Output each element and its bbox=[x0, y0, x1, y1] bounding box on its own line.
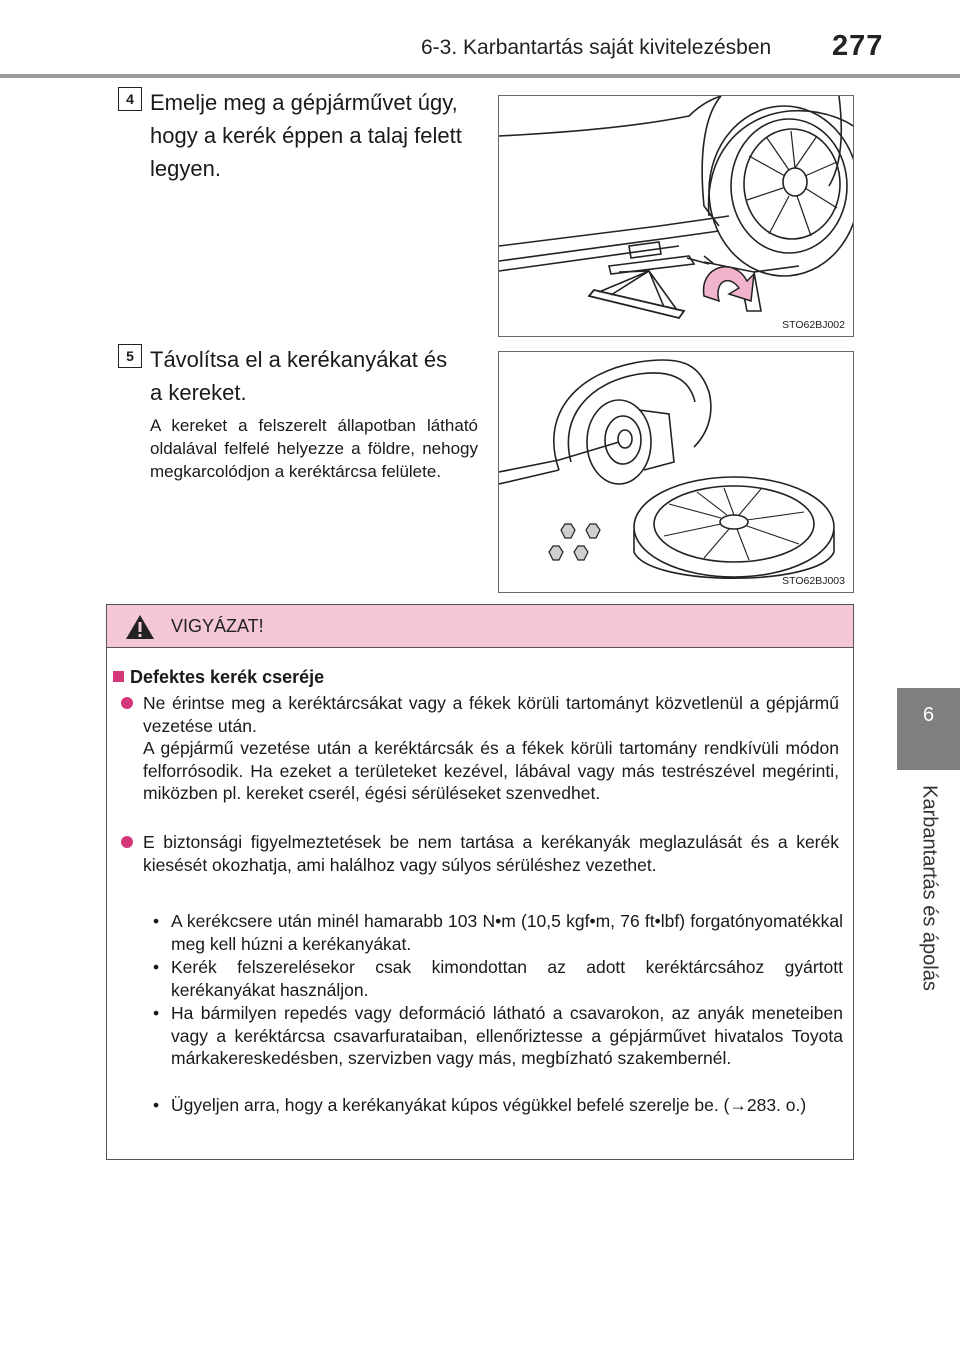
sub-bullet-glyph: • bbox=[153, 1003, 160, 1023]
chapter-tab-number: 6 bbox=[897, 688, 960, 770]
wheel-removed-illustration bbox=[498, 351, 854, 593]
warning-header bbox=[107, 605, 853, 648]
page-number: 277 bbox=[832, 30, 884, 62]
step-5-title bbox=[150, 343, 490, 409]
warning-section-title-text: Defektes kerék cseréje bbox=[130, 667, 325, 687]
figure-code: STO62BJ002 bbox=[782, 319, 845, 331]
warning-bullet-text: A gépjármű vezetése után a keréktárcsák és a fékek körüli tartomány rendkívüli módon felforrósodik. Ha ezeket a területeket kezével, lábával vagy más testrészével megérinti, miközben pl. kereket cserél, égési sérüléseket szenvedhet. bbox=[143, 738, 839, 803]
step-5-description: A kereket a felszerelt állapotban látható oldalával felfelé helyezze a földre, nehogy megkarcolódjon a keréktárcsa felülete. bbox=[150, 416, 478, 481]
chapter-tab-title bbox=[897, 772, 960, 1004]
warning-bullet bbox=[121, 831, 839, 876]
warning-sub-item-text: Ha bármilyen repedés vagy deformáció látható a csavarokon, az anyák meneteiben vagy a keréktárcsa csavarfurataiban, ellenőriztesse a gépjárművet hivatalos Toyota márkakereskedésben, szervizben vagy más, megbízható szakembernél. bbox=[171, 1003, 843, 1068]
step-5-badge: 5 bbox=[118, 344, 142, 368]
sub-bullet-glyph: • bbox=[153, 911, 160, 931]
car-on-jack-drawing bbox=[499, 96, 853, 336]
warning-bullet bbox=[121, 692, 839, 805]
chapter-tab-title-text: Karbantartás és ápolás bbox=[918, 785, 940, 991]
section-square-icon bbox=[113, 671, 124, 682]
step-4-badge: 4 bbox=[118, 87, 142, 111]
warning-box bbox=[106, 604, 854, 1160]
figure-code: STO62BJ003 bbox=[782, 575, 845, 587]
header-divider bbox=[0, 74, 960, 78]
warning-label: VIGYÁZAT! bbox=[171, 616, 264, 636]
warning-section-title bbox=[113, 666, 324, 689]
jack-lifting-illustration bbox=[498, 95, 854, 337]
warning-sub-item-text: A kerékcsere után minél hamarabb 103 N•m (10,5 kgf•m, 76 ft•lbf) forgatónyomatékkal meg kell húzni a kerékanyákat. bbox=[171, 911, 843, 954]
sub-bullet-glyph: • bbox=[153, 957, 160, 977]
bullet-dot-icon bbox=[121, 836, 133, 848]
bullet-dot-icon bbox=[121, 697, 133, 709]
warning-sub-item bbox=[153, 1002, 843, 1070]
section-header-title: 6-3. Karbantartás saját kivitelezésben bbox=[421, 36, 772, 59]
step-4-title-line: legyen. bbox=[150, 156, 221, 181]
step-5-title-line: Távolítsa el a kerékanyákat és bbox=[150, 347, 448, 372]
sub-bullet-glyph: • bbox=[153, 1095, 160, 1115]
warning-sub-item-text: Ügyeljen arra, hogy a kerékanyákat kúpos végükkel befelé szerelje be. (→283. o.) bbox=[171, 1095, 807, 1115]
warning-sub-item bbox=[153, 1094, 843, 1117]
warning-sub-item bbox=[153, 956, 843, 1001]
warning-sub-item-text: Kerék felszerelésekor csak kimondottan az adott keréktárcsához gyártott kerékanyákat használjon. bbox=[171, 957, 843, 1000]
warning-bullet-text: Ne érintse meg a keréktárcsákat vagy a fékek körüli tartományt közvetlenül a gépjármű vezetése után. bbox=[143, 693, 839, 736]
step-4-title bbox=[150, 86, 490, 185]
step-5-title-line: a kereket. bbox=[150, 380, 247, 405]
step-4-title-line: Emelje meg a gépjárművet úgy, bbox=[150, 90, 458, 115]
wheel-and-nuts-drawing bbox=[499, 352, 853, 592]
warning-bullet-text: E biztonsági figyelmeztetések be nem tartása a kerékanyák meglazulását és a kerék kiesését okozhatja, ami halálhoz vagy súlyos sérüléshez vezethet. bbox=[143, 832, 839, 875]
step-4-title-line: hogy a kerék éppen a talaj felett bbox=[150, 123, 462, 148]
warning-sub-item bbox=[153, 910, 843, 955]
warning-triangle-icon bbox=[125, 614, 155, 640]
